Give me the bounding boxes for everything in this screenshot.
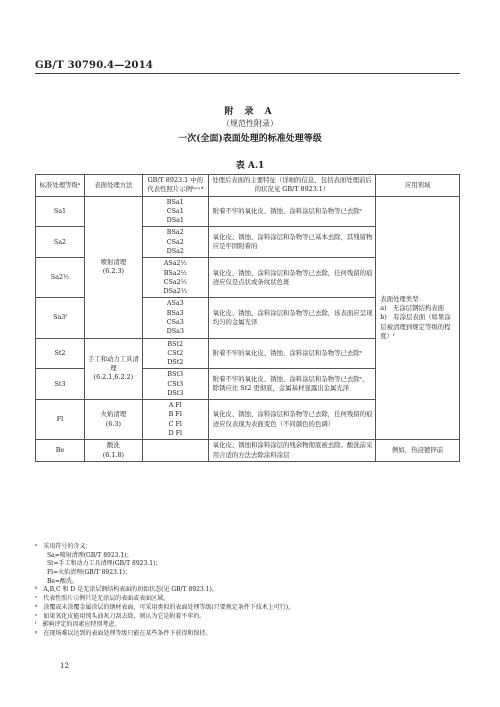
grade-cell: Sa2½ <box>36 258 85 298</box>
method-cell-pickle <box>84 440 142 462</box>
photo-code: DSa3 <box>166 327 184 336</box>
photo-code: BSa2½ <box>163 268 187 277</box>
grade-cell: St2 <box>36 338 85 369</box>
header-rule <box>35 73 460 74</box>
photo-code: D Fl <box>168 429 183 438</box>
feature-cell: 氧化皮、锈蚀、涂料涂层和杂物等已去除，任何残留的痕迹应仅是点状或条纹状色斑 <box>208 258 376 298</box>
photo-code: CSa2½ <box>163 277 187 286</box>
footnotes <box>35 543 460 639</box>
table-row <box>36 440 460 462</box>
photo-code: A Fl <box>168 401 182 410</box>
footnote: ᵇ A,B,C 和 D 是无涂层钢结构表面的初始状态(见 GB/T 8923.1)。 <box>35 586 218 594</box>
grade-cell: Sa3ᶠ <box>36 298 85 338</box>
feature-cell: 附着不牢的氧化皮、锈蚀、涂料涂层和杂物等已去除ᵉ，除锈应比 St2 更彻底，金属基材显露出金属光泽 <box>208 369 376 400</box>
photo-code: DSt2 <box>167 358 184 367</box>
application-cell <box>376 196 460 440</box>
feature-cell: 附着不牢的氧化皮、锈蚀、涂料涂层和杂物等已去除ᵉ <box>208 196 376 227</box>
footnote: ᵉ 如果氧化皮能用钝头油灰刀刮去除，则认为它是附着不牢的。 <box>35 612 206 620</box>
header-photo: GB/T 8923.1 中的代表性照片示例ᵇ˒ᶜ˒ᵈ <box>142 175 208 197</box>
method-cell-hand <box>84 338 142 400</box>
feature-cell: 氧化皮、锈蚀、涂料涂层和杂物等已去除，任何残留的痕迹应仅表现为表面变色（不同颜色的色调） <box>208 400 376 440</box>
method-ref: (6.3) <box>105 419 121 428</box>
method-ref: (6.1.8) <box>102 450 124 459</box>
photo-cell <box>142 298 208 338</box>
footnote: Fl=火焰清理(GB/T 8923.1)； <box>35 569 131 577</box>
photo-code: B Fl <box>168 410 182 419</box>
photo-code: C Fl <box>168 419 182 428</box>
surface-treatment-table <box>35 174 460 462</box>
application-item-a: a) 无涂层钢结构表面 <box>380 304 445 313</box>
method-cell-blast <box>84 196 142 338</box>
header-application: 应用领域 <box>376 175 460 197</box>
method-label: 手工和动力工具清理 <box>87 354 139 373</box>
photo-code: BSt3 <box>167 370 184 379</box>
photo-cell <box>142 440 208 462</box>
footnote: St=手工和动力工具清理(GB/T 8923.1)； <box>35 560 162 568</box>
photo-cell <box>142 227 208 258</box>
method-label: 酸洗 <box>106 441 120 450</box>
footnote: ᶜ 代表性照片示例只是无涂层的表面或表面区域。 <box>35 595 170 603</box>
method-cell-flame <box>84 400 142 440</box>
photo-code: ASa2½ <box>163 259 187 268</box>
photo-code: CSa1 <box>166 206 184 215</box>
footnote: ᶠ 影响评定的因素应特别考虑。 <box>35 621 121 629</box>
footnote: Sa=喷射清理(GB/T 8923.1)； <box>35 551 133 559</box>
photo-code: CSt3 <box>167 379 184 388</box>
standard-code-header: GB/T 30790.4—2014 <box>35 60 154 71</box>
grade-cell: Sa2 <box>36 227 85 258</box>
method-ref: (6.2.3) <box>102 267 124 276</box>
grade-cell: Fl <box>36 400 85 440</box>
application-be-cell: 例如，热浸镀锌前 <box>376 440 460 462</box>
photo-code: DSa2 <box>166 246 184 255</box>
photo-code: CSt2 <box>167 348 184 357</box>
photo-code: BSa1 <box>166 197 184 206</box>
photo-code: DSa2½ <box>163 287 188 296</box>
photo-code: CSa2 <box>166 237 184 246</box>
feature-cell: 氧化皮、锈蚀、涂料涂层和杂物等已去除，该表面应呈现均匀的金属光泽 <box>208 298 376 338</box>
feature-cell: 氧化皮、锈蚀和涂料涂层的残余物彻底被去除。酸洗前采用合适的方法去除涂料涂层 <box>208 440 376 462</box>
grade-cell: Sa1 <box>36 196 85 227</box>
page-number: 12 <box>60 662 69 670</box>
table-header-row <box>36 175 460 197</box>
appendix-kind: （规范性附录） <box>222 119 278 128</box>
footnote: ᵍ 在现场难以达到的表面处理等级只能在某些条件下获得和保持。 <box>35 629 212 637</box>
appendix-title: 一次(全面)表面处理的标准处理等级 <box>178 134 322 144</box>
photo-code: BSa2 <box>166 228 184 237</box>
method-label: 喷射清理 <box>100 257 127 266</box>
grade-cell: St3 <box>36 369 85 400</box>
photo-code: DSa1 <box>166 216 184 225</box>
photo-code: BSa3 <box>166 308 184 317</box>
photo-cell <box>142 196 208 227</box>
table-row <box>36 196 460 227</box>
photo-cell <box>142 258 208 298</box>
photo-cell <box>142 369 208 400</box>
application-type-label: 表面处理类型： <box>380 294 425 303</box>
feature-cell: 氧化皮、锈蚀、涂料涂层和杂物等已基本去除，其残留物应是牢固附着的 <box>208 227 376 258</box>
header-method: 表面处理方法 <box>84 175 142 197</box>
method-ref: (6.2.1,6.2.2) <box>93 373 134 382</box>
photo-code: ASa3 <box>166 299 184 308</box>
header-features: 处理后表面的主要特征（详细的信息，包括表面处理前后的状况见 GB/T 8923.1） <box>208 175 376 197</box>
photo-code: BSt2 <box>167 339 184 348</box>
footnote: Be=酸洗。 <box>35 577 78 585</box>
photo-code: CSa3 <box>166 317 184 326</box>
application-item-b: b) 有涂层表面（如果涂层被清理到规定等级的程度）ᶠ <box>380 313 451 340</box>
appendix-label: 附 录 A <box>224 107 276 117</box>
table-caption: 表 A.1 <box>235 161 265 171</box>
photo-cell <box>142 338 208 369</box>
header-grade: 标准处理等级ᵃ <box>36 175 85 197</box>
feature-cell: 附着不牢的氧化皮、锈蚀、涂料涂层和杂物等已去除ᵉ <box>208 338 376 369</box>
method-label: 火焰清理 <box>100 410 127 419</box>
footnote: ᵃ 采用符号的含义： <box>35 543 92 550</box>
footnote: ᵈ 涂覆或未涂覆金属涂层的钢材表面，可采用类似的表面处理等级(只要规定条件下技术上可行)。 <box>35 603 295 611</box>
grade-cell: Be <box>36 440 85 462</box>
photo-code: DSt3 <box>167 388 184 397</box>
photo-cell <box>142 400 208 440</box>
